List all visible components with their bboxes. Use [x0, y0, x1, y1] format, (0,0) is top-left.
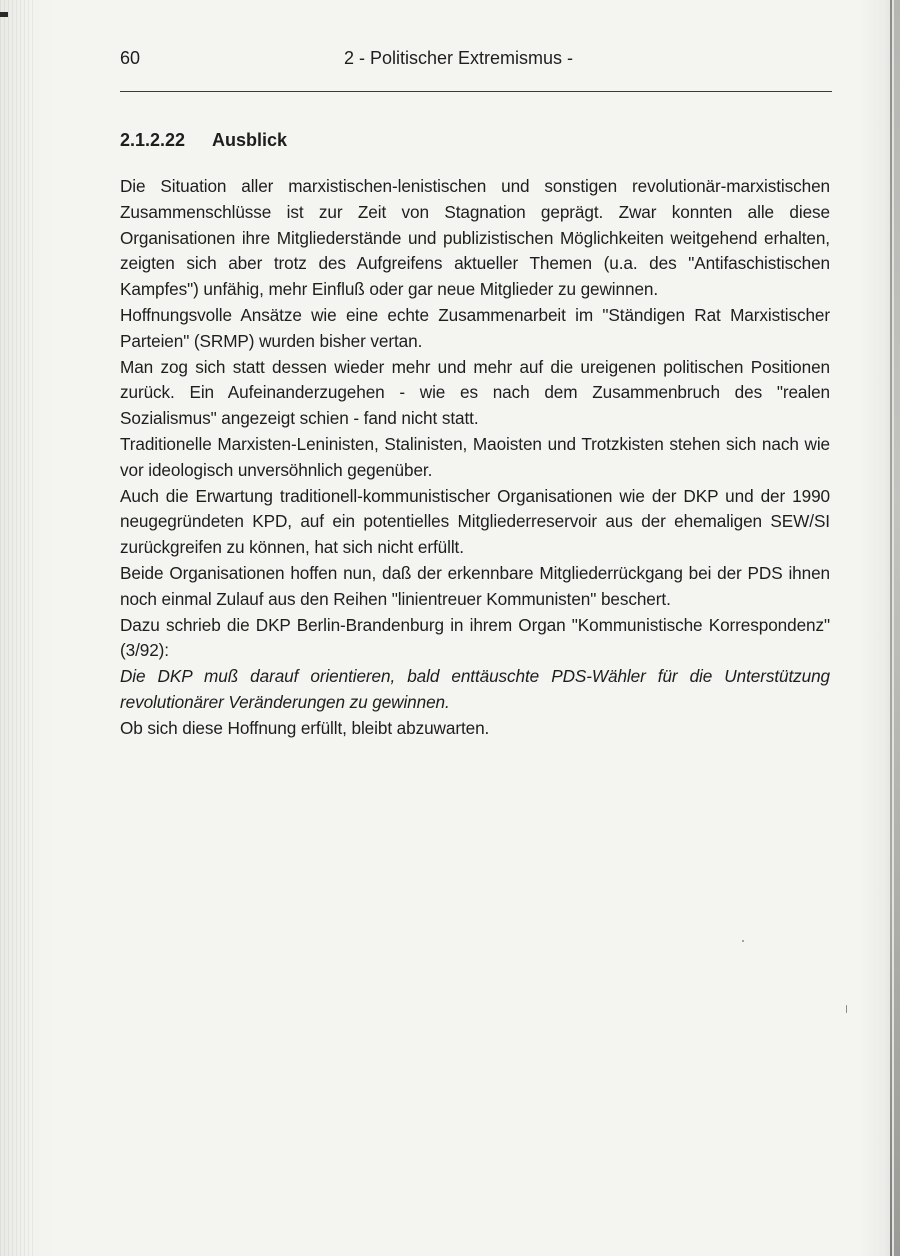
scan-corner-mark: [0, 12, 8, 17]
page-edge-shadow: [894, 0, 900, 1256]
paragraph: Die Situation aller marxistischen-lenistischen und sonstigen revolutionär-marxistischen Zusammenschlüsse ist zur Zeit von Stagnation geprägt. Zwar konnten alle diese Organisationen ihre Mitgliederstände und publizistischen Möglichkeiten weitgehend erhalten, zeigten sich aber trotz des Aufgreifens aktueller Themen (u.a. des "Antifaschistischen Kampfes") unfähig, mehr Einfluß oder gar neue Mitglieder zu gewinnen.: [120, 176, 830, 300]
header-rule: [120, 91, 832, 92]
paragraph: Man zog sich statt dessen wieder mehr und mehr auf die ureigenen politischen Positionen zurück. Ein Aufeinanderzugehen - wie es nach dem Zusammenbruch des "realen Sozialismus" angezeigt schien - fand nicht statt.: [120, 356, 830, 429]
running-title: 2 - Politischer Extremismus -: [344, 48, 574, 68]
page-header: [120, 48, 832, 78]
scan-speck: [742, 940, 744, 942]
binding-edge: [0, 0, 36, 1256]
paragraph: Traditionelle Marxisten-Leninisten, Stalinisten, Maoisten und Trotzkisten stehen sich nach wie vor ideologisch unversöhnlich gegenüber.: [120, 433, 830, 480]
section-title: Ausblick: [212, 130, 288, 150]
paragraph: Beide Organisationen hoffen nun, daß der erkennbare Mitgliederrückgang bei der PDS ihnen noch einmal Zulauf aus den Reihen "linientreuer Kommunisten" beschert.: [120, 562, 830, 609]
page-number: 60: [120, 48, 141, 68]
scan-speck: [846, 1005, 847, 1013]
section-number: 2.1.2.22: [120, 130, 186, 150]
paragraph: Ob sich diese Hoffnung erfüllt, bleibt abzuwarten.: [120, 717, 490, 738]
page-edge-line: [890, 0, 892, 1256]
body-text: [120, 174, 830, 742]
paragraph: Dazu schrieb die DKP Berlin-Brandenburg in ihrem Organ "Kommunistische Korrespondenz" (3/92):: [120, 614, 830, 661]
paragraph: Auch die Erwartung traditionell-kommunistischer Organisationen wie der DKP und der 1990 neugegründeten KPD, auf ein potentielles Mitgliederreservoir aus der ehemaligen SEW/SI zurückgreifen zu können, hat sich nicht erfüllt.: [120, 485, 830, 558]
paragraph: Hoffnungsvolle Ansätze wie eine echte Zusammenarbeit im "Ständigen Rat Marxistischer Parteien" (SRMP) wurden bisher vertan.: [120, 304, 830, 351]
quoted-passage: Die DKP muß darauf orientieren, bald enttäuschte PDS-Wähler für die Unterstützung revolutionärer Veränderungen zu gewinnen.: [120, 666, 830, 712]
section-heading: [120, 130, 287, 151]
